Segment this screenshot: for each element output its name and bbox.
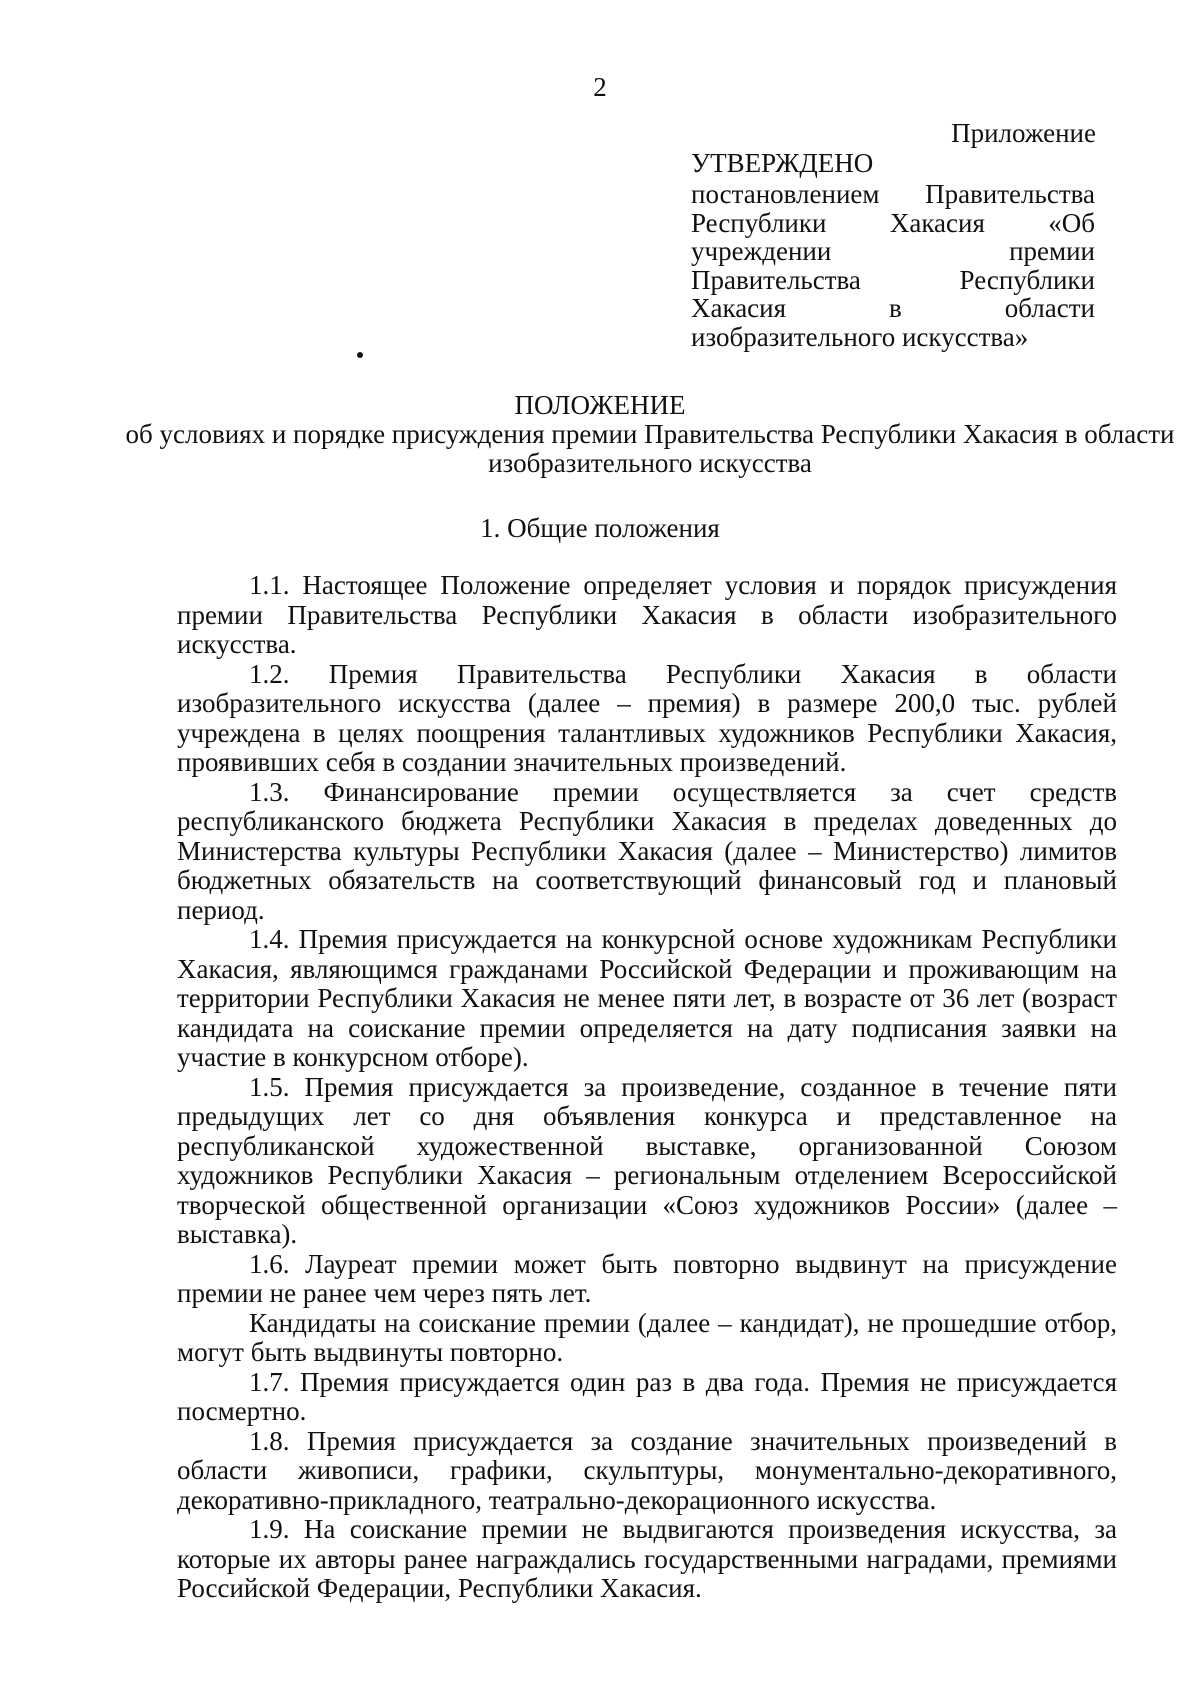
paragraph-1-1: 1.1. Настоящее Положение определяет условия и порядок присуждения премии Правительства Республики Хакасия в области изобразительного искусства. <box>177 570 1117 659</box>
paragraph-1-6: 1.6. Лауреат премии может быть повторно выдвинут на присуждение премии не ранее чем через пять лет. <box>177 1248 1117 1308</box>
approval-block <box>691 146 1095 351</box>
paragraph-1-3: 1.3. Финансирование премии осуществляется за счет средств республиканского бюджета Республики Хакасия в пределах доведенных до Министерства культуры Республики Хакасия (далее – Министерство) лимитов бюджетных обязательств на соответствующий финансовый год и плановый период. <box>177 776 1117 925</box>
appendix-label: Приложение <box>951 118 1096 148</box>
paragraph-1-8: 1.8. Премия присуждается за создание значительных произведений в области живописи, графики, скульптуры, монументально-декоративного, декоративно-прикладного, театрально-декорационного искусства. <box>177 1425 1117 1515</box>
document-subtitle: об условиях и порядке присуждения премии Правительства Республики Хакасия в области изобразительного искусства <box>125 419 1175 478</box>
paragraph-1-7: 1.7. Премия присуждается один раз в два года. Премия не присуждается посмертно. <box>177 1366 1117 1426</box>
section-body <box>177 571 1117 1604</box>
paragraph-1-4: 1.4. Премия присуждается на конкурсной основе художникам Республики Хакасия, являющимся гражданами Российской Федерации и проживающим на территории Республики Хакасия не менее пяти лет, в возрасте от 36 лет (возраст кандидата на соискание премии определяется на дату подписания заявки на участие в конкурсном отборе). <box>177 924 1117 1072</box>
approval-title: УТВЕРЖДЕНО <box>691 148 874 178</box>
section-heading: 1. Общие положения <box>480 513 720 543</box>
approval-text: постановлением Правительства Республики Хакасия «Об учреждении премии Правительства Республики Хакасия в области изобразительного искусства» <box>691 179 1095 352</box>
paragraph-1-5: 1.5. Премия присуждается за произведение, созданное в течение пяти предыдущих лет со дня объявления конкурса и представленное на республиканской художественной выставке, организованной Союзом художников Республики Хакасия – региональным отделением Всероссийской творческой общественной организации «Союз художников России» (далее – выставка). <box>177 1071 1117 1249</box>
page-number: 2 <box>593 72 607 102</box>
scan-dot-mark <box>357 352 363 358</box>
document-title: ПОЛОЖЕНИЕ <box>514 390 686 420</box>
paragraph-candidates: Кандидаты на соискание премии (далее – кандидат), не прошедшие отбор, могут быть выдвинуты повторно. <box>177 1307 1117 1367</box>
paragraph-1-2: 1.2. Премия Правительства Республики Хакасия в области изобразительного искусства (далее – премия) в размере 200,0 тыс. рублей учреждена в целях поощрения талантливых художников Республики Хакасия, проявивших себя в создании значительных произведений. <box>177 658 1117 777</box>
paragraph-1-9: 1.9. На соискание премии не выдвигаются произведения искусства, за которые их авторы ранее награждались государственными наградами, премиями Российской Федерации, Республики Хакасия. <box>177 1514 1117 1603</box>
